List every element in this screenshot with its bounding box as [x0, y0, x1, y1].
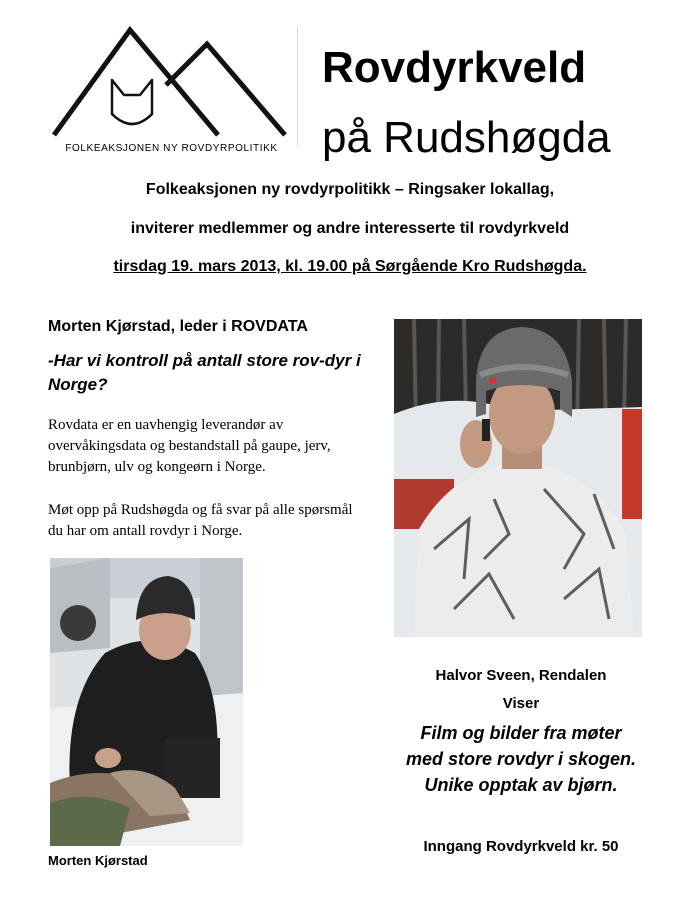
film-description-line-1: Film og bilder fra møter	[420, 723, 622, 743]
speaker2-verb: Viser	[502, 695, 540, 712]
speaker1-heading: Morten Kjørstad, leder i ROVDATA	[48, 318, 308, 335]
header-divider	[297, 26, 298, 146]
logo-text: FOLKEAKSJONEN NY ROVDYRPOLITIKK	[65, 143, 278, 154]
photo-halvor-sveen	[394, 319, 642, 637]
intro-line-1: Folkeaksjonen ny rovdyrpolitikk – Ringsaker lokallag,	[145, 181, 555, 198]
entry-fee: Inngang Rovdyrkveld kr. 50	[423, 838, 619, 855]
film-description-line-3: Unike opptak av bjørn.	[424, 775, 618, 795]
speaker1-question: -Har vi kontroll på antall store rov-dyr i Norge?	[48, 351, 361, 394]
photo-caption: Morten Kjørstad	[48, 853, 148, 868]
event-date-line: tirsdag 19. mars 2013, kl. 19.00 på Sørgående Kro Rudshøgda.	[113, 258, 587, 275]
film-description-line-2: med store rovdyr i skogen.	[405, 749, 637, 769]
organization-logo	[48, 22, 293, 162]
intro-line-2: inviterer medlemmer og andre interesserte til rovdyrkveld	[130, 220, 570, 237]
speaker2-name: Halvor Sveen, Rendalen	[435, 667, 607, 684]
photo-morten-kjorstad	[50, 558, 243, 846]
speaker1-call-to-action: Møt opp på Rudshøgda og få svar på alle spørsmål du har om antall rovdyr i Norge.	[48, 502, 353, 539]
speaker1-description: Rovdata er en uavhengig leverandør av overvåkingsdata og bestandstall på gaupe, jerv, brunbjørn, ulv og kongeørn i Norge.	[48, 417, 331, 475]
page-title-line1: Rovdyrkveld	[322, 43, 587, 92]
page-title-line2: på Rudshøgda	[322, 113, 611, 162]
